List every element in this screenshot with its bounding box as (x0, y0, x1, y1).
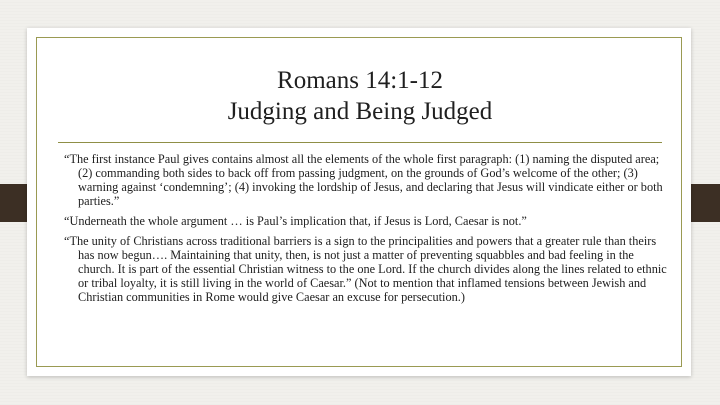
title-divider (58, 142, 662, 143)
quote-paragraph-1: “The first instance Paul gives contains almost all the elements of the whole first paragraph: (1) naming the disputed area; (2) commanding both sides to back off from passing judgment, on the grounds of God’s welcome of the other; (3) warning against ‘condemning’; (4) invoking the lordship of Jesus, and declaring that Jesus will vindicate either or both parties.” (64, 152, 663, 208)
quote-paragraph-3: “The unity of Christians across traditional barriers is a sign to the principalities and powers that a greater rule than theirs has now begun…. Maintaining that unity, then, is not just a matter of preventing squabbles and bad feeling in the church. It is part of the essential Christian witness to the one Lord. If the church divides along the lines related to ethnic or tribal loyalty, it is still living in the world of Caesar.” (Not to mention that inflamed tensions between Jewish and Christian communities in Rome would give Caesar an excuse for persecution.) (64, 234, 667, 304)
left-accent-tab (0, 184, 27, 222)
slide-title-line-1: Romans 14:1-12 (277, 67, 443, 94)
slide-title-line-2: Judging and Being Judged (227, 98, 493, 125)
quote-paragraph-2: “Underneath the whole argument … is Paul’s implication that, if Jesus is Lord, Caesar is not.” (64, 214, 527, 228)
slide-body (64, 152, 672, 310)
